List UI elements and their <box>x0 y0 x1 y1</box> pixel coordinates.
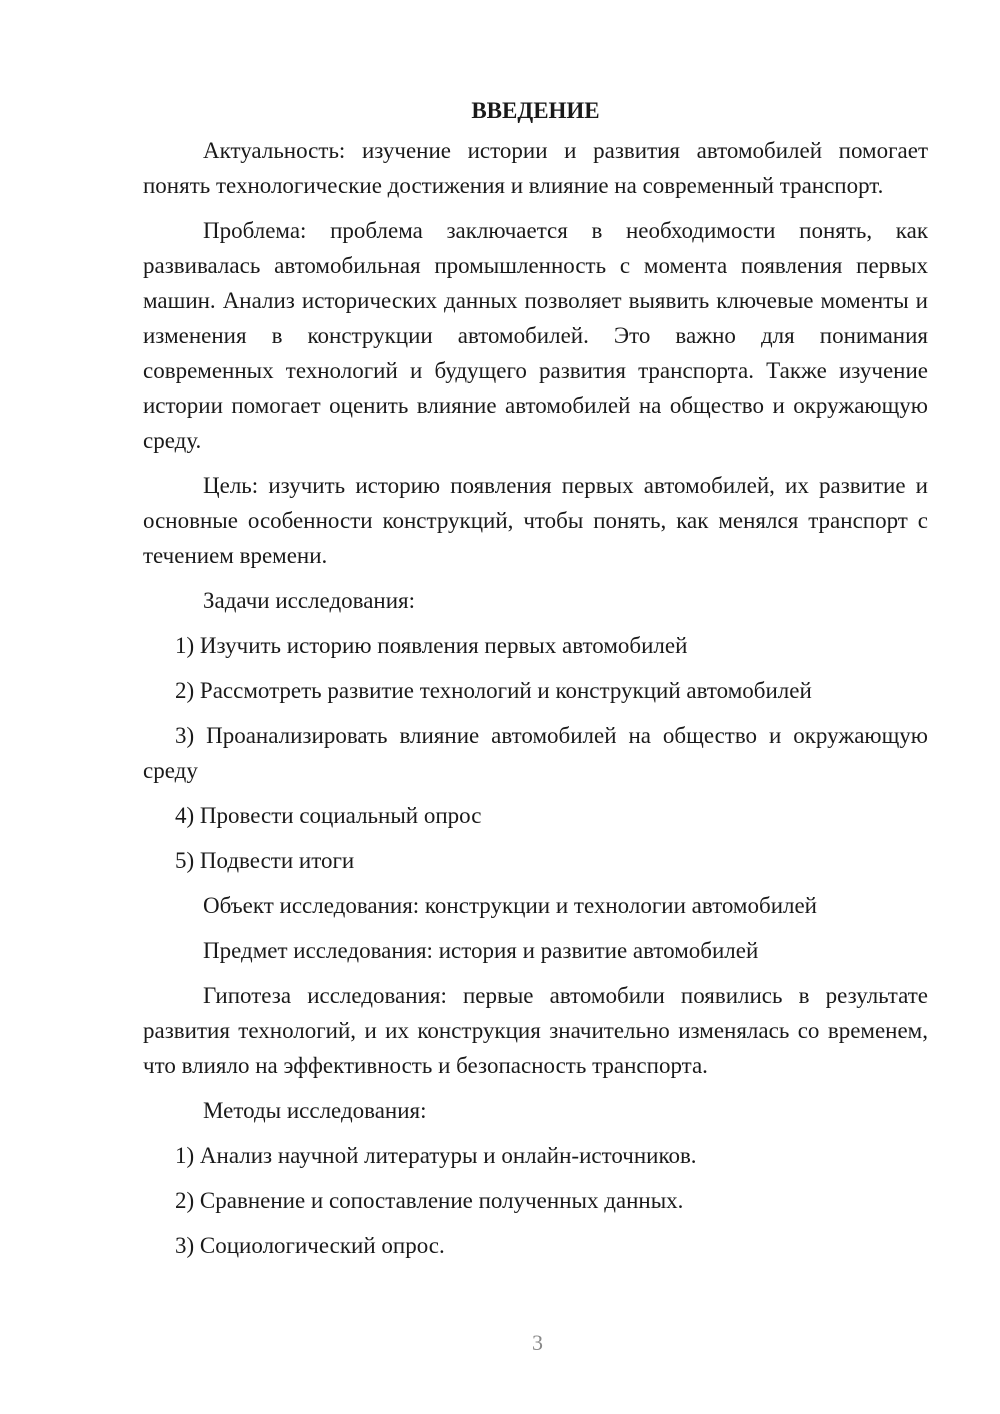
task-item: 3) Проанализировать влияние автомобилей на общество и окружающую среду <box>143 723 928 783</box>
method-item: 1) Анализ научной литературы и онлайн-источников. <box>175 1143 697 1168</box>
task-item: 2) Рассмотреть развитие технологий и конструкций автомобилей <box>175 678 812 703</box>
object-paragraph: Объект исследования: конструкции и технологии автомобилей <box>203 893 817 918</box>
page-number: 3 <box>532 1330 543 1355</box>
section-title: ВВЕДЕНИЕ <box>471 98 600 123</box>
page-content <box>143 93 928 1273</box>
relevance-paragraph: Актуальность: изучение истории и развития автомобилей помогает понять технологические достижения и влияние на современный транспорт. <box>143 138 928 198</box>
goal-paragraph: Цель: изучить историю появления первых автомобилей, их развитие и основные особенности конструкций, чтобы понять, как менялся транспорт с течением времени. <box>143 473 928 568</box>
methods-heading: Методы исследования: <box>203 1098 427 1123</box>
method-item: 2) Сравнение и сопоставление полученных данных. <box>175 1188 684 1213</box>
task-item: 1) Изучить историю появления первых автомобилей <box>175 633 688 658</box>
hypothesis-paragraph: Гипотеза исследования: первые автомобили появились в результате развития технологий, и их конструкция значительно изменялась со временем, что влияло на эффективность и безопасность транспорта. <box>143 983 928 1078</box>
task-item: 5) Подвести итоги <box>175 848 355 873</box>
task-item: 4) Провести социальный опрос <box>175 803 482 828</box>
method-item: 3) Социологический опрос. <box>175 1233 445 1258</box>
problem-paragraph: Проблема: проблема заключается в необходимости понять, как развивалась автомобильная промышленность с момента появления первых машин. Анализ исторических данных позволяет выявить ключевые моменты и изменения в конструкции автомобилей. Это важно для понимания современных технологий и будущего развития транспорта. Также изучение истории помогает оценить влияние автомобилей на общество и окружающую среду. <box>143 218 928 453</box>
subject-paragraph: Предмет исследования: история и развитие автомобилей <box>203 938 759 963</box>
tasks-heading: Задачи исследования: <box>203 588 416 613</box>
